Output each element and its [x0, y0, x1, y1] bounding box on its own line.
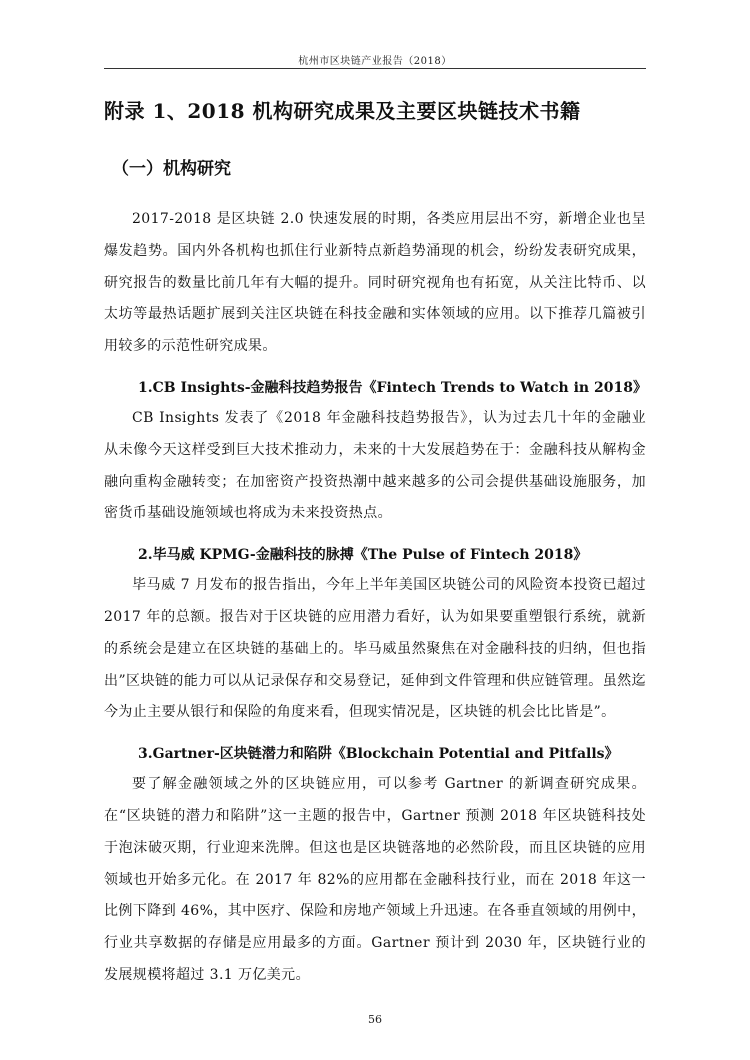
- report-body-kpmg: 毕马威 7 月发布的报告指出，今年上半年美国区块链公司的风险资本投资已超过 2017 年的总额。报告对于区块链的应用潜力看好，认为如果要重塑银行系统，就新的系统会是建立在区块链的基础上的。毕马威虽然聚焦在对金融科技的归纳，但也指出”区块链的能力可以从记录保存和交易登记，延伸到文件管理和供应链管理。虽然迄今为止主要从银行和保险的角度来看，但现实情况是，区块链的机会比比皆是”。: [104, 577, 646, 721]
- header-divider: [104, 68, 646, 69]
- report-body-gartner: 要了解金融领域之外的区块链应用，可以参考 Gartner 的新调查研究成果。在“区块链的潜力和陷阱”这一主题的报告中，Gartner 预测 2018 年区块链科技处于泡沫破灭期，行业迎来洗牌。但这也是区块链落地的必然阶段，而且区块链的应用领域也开始多元化。在 2017 年 82%的应用都在金融科技行业，而在 2018 年这一比例下降到 46%，其中医疗、保险和房地产领域上升迅速。在各垂直领域的用例中，行业共享数据的存储是应用最多的方面。Gartner 预计到 2030 年，区块链行业的发展规模将超过 3.1 万亿美元。: [104, 776, 646, 983]
- running-header: 杭州市区块链产业报告（2018）: [298, 56, 452, 67]
- section-title: （一）机构研究: [112, 159, 231, 179]
- page-number: 56: [368, 1013, 382, 1026]
- report-body-cb-insights: CB Insights 发表了《2018 年金融科技趋势报告》，认为过去几十年的金融业从未像今天这样受到巨大技术推动力，未来的十大发展趋势在于：金融科技从解构金融向重构金融转变；在加密资产投资热潮中越来越多的公司会提供基础设施服务，加密货币基础设施领域也将成为未来投资热点。: [104, 409, 646, 522]
- intro-paragraph: 2017-2018 是区块链 2.0 快速发展的时期，各类应用层出不穷，新增企业也呈爆发趋势。国内外各机构也抓住行业新特点新趋势涌现的机会，纷纷发表研究成果，研究报告的数量比前几年有大幅的提升。同时研究视角也有拓宽，从关注比特币、以太坊等最热话题扩展到关注区块链在科技金融和实体领域的应用。以下推荐几篇被引用较多的示范性研究成果。: [104, 211, 646, 355]
- report-title-kpmg: 2.毕马威 KPMG-金融科技的脉搏《The Pulse of Fintech 2018》: [138, 547, 588, 564]
- report-title-cb-insights: 1.CB Insights-金融科技趋势报告《Fintech Trends to Watch in 2018》: [138, 379, 647, 396]
- page-content: [104, 96, 646, 992]
- report-title-gartner: 3.Gartner-区块链潜力和陷阱《Blockchain Potential and Pitfalls》: [138, 746, 619, 763]
- page-title: 附录 1、2018 机构研究成果及主要区块链技术书籍: [104, 99, 581, 123]
